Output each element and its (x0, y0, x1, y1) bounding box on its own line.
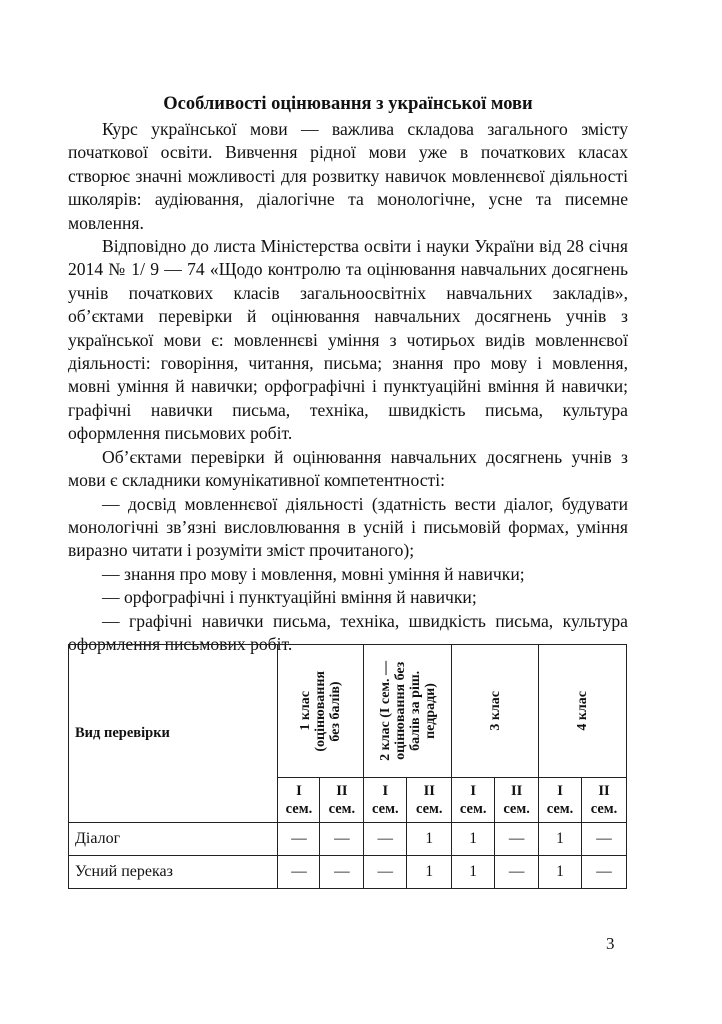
semester-num: І (557, 783, 563, 799)
table-cell: — (278, 856, 320, 889)
class-header-2 (364, 645, 452, 778)
semester-header (582, 778, 627, 823)
class-header-3-text: 3 клас (487, 691, 503, 731)
semester-num: ІІ (423, 783, 435, 799)
semester-num: ІІ (598, 783, 610, 799)
class-header-4 (539, 645, 627, 778)
table-cell: — (320, 823, 364, 856)
table-cell: 1 (452, 856, 495, 889)
semester-label: сем. (328, 801, 356, 817)
table-cell: 1 (407, 823, 452, 856)
semester-header (364, 778, 407, 823)
semester-num: І (470, 783, 476, 799)
table-cell: — (364, 823, 407, 856)
semester-header (539, 778, 582, 823)
semester-header (495, 778, 539, 823)
semester-label: сем. (415, 801, 443, 817)
table-cell: — (495, 856, 539, 889)
semester-label: сем. (372, 801, 399, 817)
table-cell: — (582, 856, 627, 889)
semester-header (407, 778, 452, 823)
table-cell: 1 (452, 823, 495, 856)
page-content (68, 92, 628, 656)
list-item-2: — знання про мову і мовлення, мовні уміння й навички; (102, 563, 525, 584)
table-row (69, 856, 627, 889)
semester-header (452, 778, 495, 823)
list-item-4: — графічні навички письма, техніка, швидкість письма, культура оформлення письмових робіт. (68, 610, 628, 654)
table-cell: — (320, 856, 364, 889)
table-cell: 1 (539, 823, 582, 856)
paragraph-2: Відповідно до листа Міністерства освіти і науки України від 28 січня 2014 № 1/ 9 — 74 «Щодо контролю та оцінювання навчальних досягнень учнів початкових класів загальноосвітніх навчальних закладів», об’єктами перевірки й оцінювання навчальних досягнень учнів з української мови є: мовленнєві уміння з чотирьох видів мовленнєвої діяльності: говоріння, читання, письма; знання про мову і мовлення, мовні уміння й навички; орфографічні і пунктуаційні вміння й навички; графічні навички письма, техніка, швидкість письма, культура оформлення письмових робіт. (68, 236, 628, 444)
table-cell: — (582, 823, 627, 856)
class-header-1 (278, 645, 364, 778)
semester-label: сем. (590, 801, 618, 817)
list-item-1: — досвід мовленнєвої діяльності (здатність вести діалог, будувати монологічні зв’язні висловлювання в усній і письмовій формах, уміння виразно читати і розуміти зміст прочитаного); (68, 493, 628, 561)
paragraph-3: Об’єктами перевірки й оцінювання навчальних досягнень учнів з мови є складники комунікативної компетентності: (68, 446, 628, 491)
semester-label: сем. (459, 801, 487, 817)
assessment-table (68, 644, 627, 889)
table-header-type: Вид перевірки (69, 645, 278, 823)
class-header-4-text: 4 клас (575, 691, 591, 731)
page-number: 3 (606, 934, 615, 953)
table-row (69, 823, 627, 856)
semester-label: сем. (546, 801, 574, 817)
table-cell: 1 (407, 856, 452, 889)
paragraph-1: Курс української мови — важлива складова загального змісту початкової освіти. Вивчення рідної мови уже в початкових класах створює значні можливості для розвитку навичок мовленнєвої діяльності школярів: аудіювання, діалогічне та монологічне, усне та писемне мовлення. (68, 119, 628, 233)
semester-header (278, 778, 320, 823)
row-label: Діалог (69, 823, 278, 856)
semester-num: ІІ (336, 783, 348, 799)
table-cell: — (495, 823, 539, 856)
table-cell: — (278, 823, 320, 856)
semester-label: сем. (503, 801, 530, 817)
table-cell: 1 (539, 856, 582, 889)
list-item-3: — орфографічні і пунктуаційні вміння й навички; (102, 587, 477, 608)
page-title: Особливості оцінювання з української мови (163, 94, 533, 114)
class-header-3 (452, 645, 539, 778)
semester-num: І (296, 783, 302, 799)
row-label: Усний переказ (69, 856, 278, 889)
semester-num: І (382, 783, 389, 799)
semester-num: ІІ (510, 783, 523, 799)
class-header-1-text: 1 клас (оцінювання без балів) (298, 670, 344, 752)
semester-label: сем. (285, 801, 313, 817)
table-cell: — (364, 856, 407, 889)
class-header-2-text: 2 клас (І сем. — оцінювання без балів за рiш. педради) (377, 661, 438, 761)
semester-header (320, 778, 364, 823)
